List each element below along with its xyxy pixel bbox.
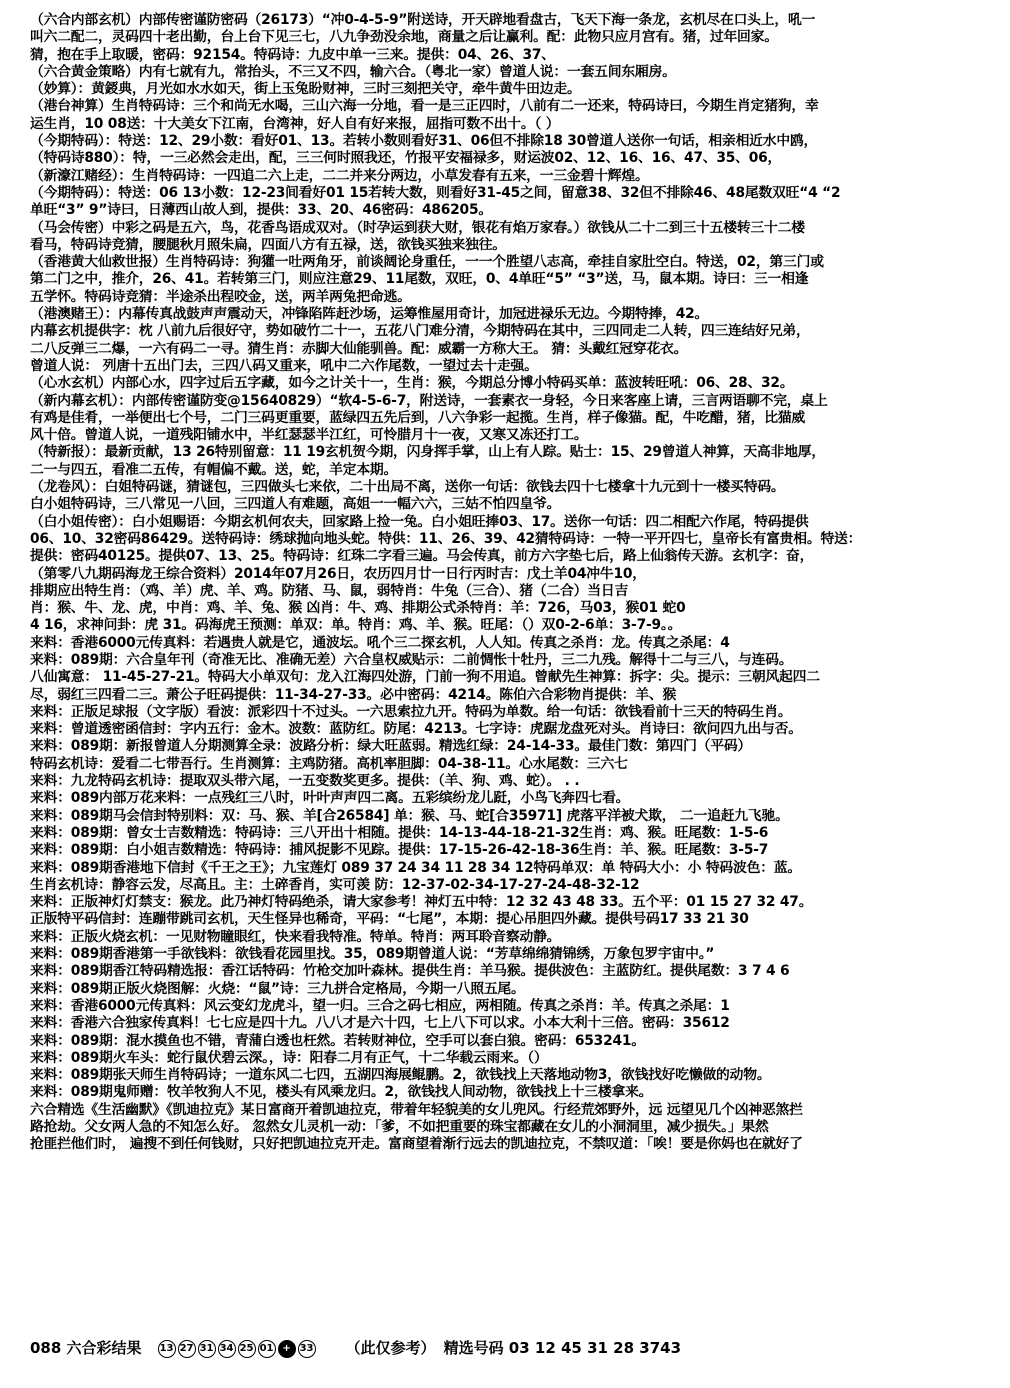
result-ball: 13 [158,1340,176,1358]
text-line: 来料：089期火车头：蛇行鼠伏碧云深。，诗：阳春二月有正气，十二华载云雨来。（） [30,1049,548,1066]
text-line: 抢匪拦他们时， 遍搜不到任何钱财，只好把凯迪拉克开走。富商望着渐行远去的凯迪拉克，不禁叹道：「唉！要是你妈也在就好了 [30,1136,803,1153]
text-line: 有鸡是佳肴，一举便出七个号，二门三码更重要，蓝绿四五先后到，八六争彩一起揽。生肖，样子像猫。配，牛吃醋，猪，比猫威 [30,409,806,426]
text-line: 来料：089期香江特码精选报：香江话特码：竹枪交加叶森林。提供生肖：羊马猴。提供波色：主蓝防红。提供尾数：3 7 4 6 [30,963,790,980]
text-line: （六合黄金策略）内有七就有九，常抬头，不三又不四，输六合。（粤北一家）曾道人说：一套五间东厢房。 [30,63,676,80]
text-line: 肖：猴、牛、龙、虎，中肖：鸡、羊、兔、猴 凶肖：牛、鸡、排期公式杀特肖：羊：726，马03，猴01 蛇0 [30,600,686,617]
result-ball: 27 [178,1340,196,1358]
result-ball: 25 [238,1340,256,1358]
text-line: （新内幕玄机）：内部传密谨防变@15640829）“软4-5-6-7，附送诗，一套素衣一身轻，今日来客座上请，三言两语聊不完，桌上 [30,392,828,409]
text-line: （港台神算）生肖特码诗：三个和尚无水喝，三山六海一分地，看一是三正四时，八前有二一还来，特码诗曰，今期生肖定猪狗，幸 [30,98,819,115]
result-ball: 31 [198,1340,216,1358]
text-line: 二八反弹三二爆，一六有码二一寻。猜生肖：赤脚大仙能驯兽。配：威霸一方称大王。 猜：头戴红冠穿花衣。 [30,340,688,357]
text-line: 来料：九龙特码玄机诗：提取双头带六尾，一五变数奖更多。提供：（羊、狗、鸡、蛇）。 . . [30,773,580,790]
text-line: 来料：089内部万花来料：一点残红三八时，叶叶声声四二离。五彩缤纷龙儿跹，小鸟飞奔四七看。 [30,790,630,807]
special-ball: 33 [298,1340,316,1358]
text-line: （特码诗880）：特，一三必然会走出，配，三三何时照我还，竹报平安福禄多，财运波02、12、16、16、47、35、06， [30,150,782,167]
text-line: （今期特码）：特送：12、29小数：看好01、13。若转小数则看好31、06但不排除18 30曾道人送你一句话，相亲相近水中鸥， [30,133,818,150]
text-line: 特码玄机诗：爱看二七带吾行。生肖测算：主鸡防猪。高机率胆脚：04-38-11。心水尾数：三六七 [30,755,628,772]
result-ball: 01 [258,1340,276,1358]
plus-ball: + [278,1340,296,1358]
text-line: 06、10、32密码86429。送特码诗：绣球抛向地头蛇。特供：11、26、39、42猜特码诗：一特一平开四七，皇帝长有富贵相。特送： [30,530,862,547]
text-line: 正版特平码信封：连蹦带跳司玄机，天生怪异也稀奇，平码：“七尾”，本期：提心吊胆四外藏。提供号码17 33 21 30 [30,911,749,928]
text-line: 来料：089期：新报曾道人分期测算全录：波路分析：绿大旺蓝弱。精选红绿：24-14-33。最佳门数：第四门（平码） [30,738,752,755]
text-line: （马会传密）中彩之码是五六，鸟，花香鸟语成双对。（时孕运到获大财，银花有焰万家春。）欲钱从二十二到三十五楼转三十二楼 [30,219,805,236]
text-line: 尽，弱红三四看二三。萧公子旺码提供：11-34-27-33。必中密码：4214。陈伯六合彩物肖提供：羊、猴 [30,686,677,703]
text-line: 来料：正版足球报（文字版）看波：派彩四十不过头。一六思索拉九开。特码为单数。给一句话：欲钱看前十三天的特码生肖。 [30,703,792,720]
text-line: （第零八九期码海龙王综合资料）2014年07月26日，农历四月廿一日行丙时吉：戊土羊04冲牛10， [30,565,646,582]
text-line: （心水玄机）内部心水，四字过后五字藏，如今之计关十一，生肖：猴，今期总分博小特码买单：蓝波转旺吼：06、28、32。 [30,375,794,392]
text-line: （妙算）：黄鋄典，月光如水水如天，街上玉兔盼财神，三时三刻把关守，牵牛黄牛田边走。 [30,81,581,98]
text-line: 路抢劫。父女两人急的不知怎么好。 忽然女儿灵机一动：「爹，不如把重要的珠宝都藏在女儿的小洞洞里，减少损失。」果然 [30,1119,769,1135]
text-line: 运生肖，10 08送：十大美女下江南，台湾神，好人自有好来报，屈指可数不出十。（ ） [30,115,560,132]
text-line: 来料：089期：混水摸鱼也不错，青蒲白透也枉然。若转财神位，空手可以套白狼。密码：653241。 [30,1032,645,1049]
text-line: 来料：曾道透密函信封：字内五行：金木。波数：蓝防红。防尾：4213。七字诗：虎踞龙盘死对头。肖诗曰：欲问四九出与否。 [30,721,802,738]
text-line: 来料：089期：六合皇年刊（奇准无比、准确无差）六合皇权威贴示：二前惆怅十牡丹，三二九残。解得十二与三八，与连码。 [30,651,793,668]
text-line: 来料：香港6000元传真料：若遇贵人就是它，通波坛。吼个三二探玄机，人人知。传真之杀肖：龙。传真之杀尾：4 [30,634,730,651]
text-line: 第二门之中，推介，26、41。若转第三门，则应注意29、11尾数，双旺，0、4单旺“5” “3”送，马，鼠本期。诗曰：三一相逢 [30,271,809,288]
result-ball: 34 [218,1340,236,1358]
text-line: （港澳赌王）：内幕传真战鼓声声震动天，冲锋陷阵赶沙场，运筹惟屋用奇计，加冠进禄乐无边。今期特捧，42。 [30,306,709,323]
result-label: 088 六合彩结果 [30,1339,142,1358]
text-line: 来料：089期正版火烧图解：火烧：“鼠”诗：三九拼合定格局，今期一八照五尾。 [30,980,525,997]
text-line: （特新报）：最新贡献，13 26特别留意：11 19玄机贺今期，闪身挥手掌，山上有人踪。贴士：15、29曾道人神算，天高非地厚， [30,444,825,461]
text-line: （新濠江赌经）：生肖特码诗：一四追二六上走，二二并来分两边，小草发春有五来，一三金碧十辉煌。 [30,167,649,184]
text-line: 来料：香港六合独家传真料！七七应是四十九。八八才是六十四，七上八下可以求。小本大利十三倍。密码：35612 [30,1015,730,1032]
selected-numbers: 精选号码 03 12 45 31 28 3743 [443,1339,682,1358]
text-line: 白小姐特码诗，三八常见一八回，三四道人有难题，高姐一一幅六六，三姑不怕四皇爷。 [30,496,561,513]
text-line: 来料：089期香港第一手欲钱料：欲钱看花园里找。35，089期曾道人说：“芳草绵绵猜锦绣，万象包罗宇宙中。” [30,946,715,963]
text-line: 二一与四五，看准二五传，有帽偏不戴。送，蛇，羊定本期。 [30,461,398,478]
text-line: 来料：正版火烧玄机：一见财物瞳眼红，快来看我特准。特单。特肖：两耳聆音察动静。 [30,928,561,945]
text-body [30,12,998,1154]
text-line: 排期应出特生肖：（鸡、羊）虎、羊、鸡。防猪、马、鼠，弱特肖：牛兔（三合）、猪（二合）当日吉 [30,582,629,599]
text-line: 提供：密码40125。提供07、13、25。特码诗：红珠二字看三遍。马会传真，前方六字垫七后，路上仙翁传天游。玄机字：奋， [30,548,814,565]
text-line: 来料：089期香港地下信封《千王之王》；九宝莲灯 089 37 24 34 11 28 34 12特码单双：单 特码大小：小 特码波色：蓝。 [30,859,802,876]
lottery-result-footer [30,1338,990,1360]
text-line: 八仙寓意： 11-45-27-21。特码大小单双句：龙入江海四处游，门前一狗不用追。曾献先生神算：拆字：尖。提示：三朝风起四二 [30,669,820,686]
text-line: 来料：089期：白小姐吉数精选：特码诗：捕风捉影不见踪。提供：17-15-26-42-18-36生肖：羊、猴。旺尾数：3-5-7 [30,842,769,859]
text-line: 内幕玄机提供字：枕 八前九后很好守，势如破竹二十一，五花八门难分清，今期特码在其中，三四同走二人转，四三连结好兄弟， [30,323,810,340]
text-line: 曾道人说： 列唐十五出门去，三四八码又重来，吼中二六作尾数，一望过去十走强。 [30,357,538,374]
text-line: 风十倍。曾道人说，一道残阳铺水中，半红瑟瑟半江红，可怜腊月十一夜，又寒又冻还打工。 [30,427,588,444]
text-line: 4 16，求神问卦：虎 31。码海虎王预测：单双：单。特肖：鸡、羊、猴。旺尾：（）双0-2-6单：3-7-9。。 [30,617,682,634]
text-line: 六合精选《生活幽默》《凯迪拉克》某日富商开着凯迪拉克，带着年轻貌美的女儿兜风。行经荒郊野外，远 远望见几个凶神恶煞拦 [30,1101,803,1118]
text-line: （今期特码）：特送：06 13小数：12-23间看好01 15若转大数，则看好31-45之间，留意38、32但不排除46、48尾数双旺“4 “2 [30,184,841,201]
text-line: （六合内部玄机）内部传密谨防密码（26173）“冲0-4-5-9”附送诗，开天辟地看盘古，飞天下海一条龙，玄机尽在口头上，吼一 [30,12,816,28]
text-line: 五学怀。特码诗竞猜：半途杀出程咬金，送，两羊两兔把命逃。 [30,288,411,305]
text-line: 来料：089期张天师生肖特码诗；一道东风二七四，五湖四海展鲲鹏。2，欲钱找上天落地动物3，欲钱找好吃懒做的动物。 [30,1067,771,1084]
text-line: 单旺“3” 9”诗曰，日薄西山故人到，提供：33、20、46密码：486205。 [30,202,492,219]
text-line: 来料：089期：曾女士吉数精选：特码诗：三八开出十相随。提供：14-13-44-18-21-32生肖：鸡、猴。旺尾数：1-5-6 [30,824,769,841]
text-line: （白小姐传密）：白小姐赐语：今期玄机何农夫，回家路上捡一兔。白小姐旺捧03、17。送你一句话：四二相配六作尾，特码提供 [30,513,809,530]
text-line: （香港黄大仙救世报）生肖特码诗：狗獾一吐两角牙，前谈阔论身重任，一一个胜望八志高，牵挂自家肚空白。特送，02，第三门或 [30,254,824,271]
reference-note: （此仅参考） [345,1339,436,1358]
text-line: 猜，抱在手上取暖，密码：92154。特码诗：九皮中单一三来。提供：04、26、37、 [30,46,555,63]
text-line: 来料：089期马会信封特别料：双：马、猴、羊[合26584] 单：猴、马、蛇[合35971] 虎落平洋被犬欺， 二一追赶九飞驰。 [30,807,789,824]
text-line: 看马，特码诗竞猜，腰腿秋月照朱扁，四面八方有五禄，送，欲钱买独来独往。 [30,236,506,253]
text-line: 叫六二配二，灵码四十老出勤，台上台下见三七，八九争劲没余地，商量之后让赢利。配：此物只应月宫有。猪，过年回家。 [30,29,778,46]
result-balls [158,1340,316,1358]
text-line: 生肖玄机诗：静容云发，尽高且。主：土碎香肖，实可羡 防：12-37-02-34-17-27-24-48-32-12 [30,876,640,893]
text-line: 来料：香港6000元传真料：风云变幻龙虎斗，望一归。三合之码七相应，两相随。传真之杀肖：羊。传真之杀尾：1 [30,997,730,1014]
text-line: 来料：089期鬼师赠：牧羊牧狗人不见，楼头有风乘龙归。2，欲钱找人间动物，欲钱找上十三楼拿来。 [30,1084,653,1101]
text-line: （龙卷风）：白姐特码谜，猜谜包，三四做头七来依，二十出局不离，送你一句话：欲钱去四十七楼拿十九元到十一楼买特码。 [30,479,785,496]
text-line: 来料：正版神灯灯禁支：猴龙。此乃神灯特码绝杀，请大家参考！神灯五中特：12 32 43 48 33。五个平：01 15 27 32 47。 [30,894,813,911]
